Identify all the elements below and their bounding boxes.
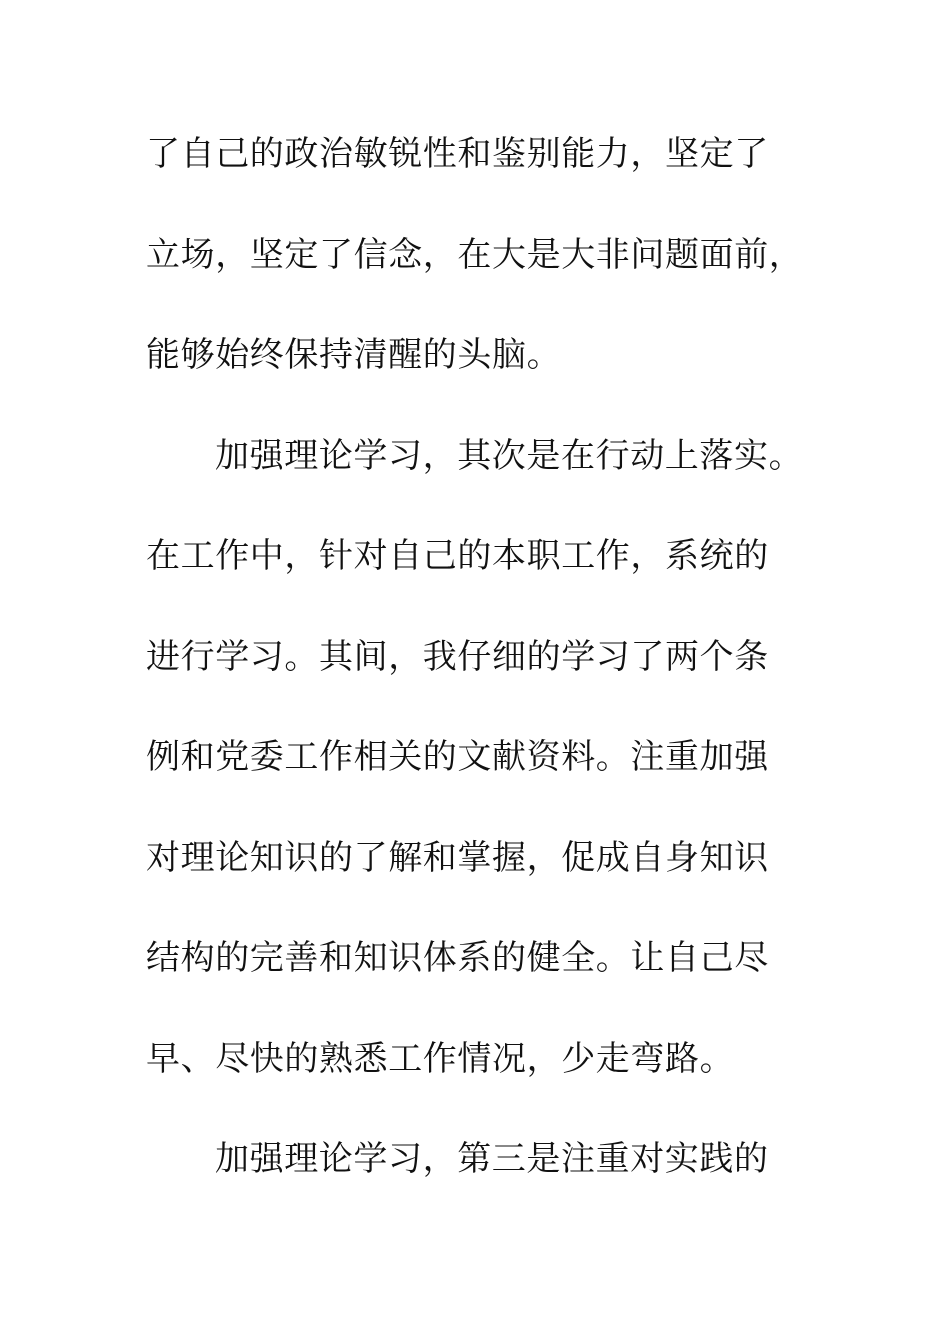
paragraph-line: 结构的完善和知识体系的健全。让自己尽: [146, 938, 769, 978]
paragraph-line: 能够始终保持清醒的头脑。: [146, 335, 562, 375]
paragraph-line-indented: 加强理论学习，其次是在行动上落实。: [215, 435, 804, 476]
paragraph-line: 在工作中，针对自己的本职工作，系统的: [146, 536, 769, 576]
paragraph-line: 立场，坚定了信念，在大是大非问题面前，: [146, 234, 804, 275]
paragraph-line: 进行学习。其间，我仔细的学习了两个条: [146, 636, 769, 677]
paragraph-line: 例和党委工作相关的文献资料。注重加强: [146, 737, 769, 777]
document-body: [146, 124, 826, 1230]
paragraph-line: 对理论知识的了解和掌握，促成自身知识: [146, 837, 769, 878]
paragraph-line-indented: 加强理论学习，第三是注重对实践的: [215, 1139, 769, 1179]
paragraph-line: 早、尽快的熟悉工作情况，少走弯路。: [146, 1038, 735, 1079]
paragraph-line: 了自己的政治敏锐性和鉴别能力，坚定了: [146, 134, 769, 174]
